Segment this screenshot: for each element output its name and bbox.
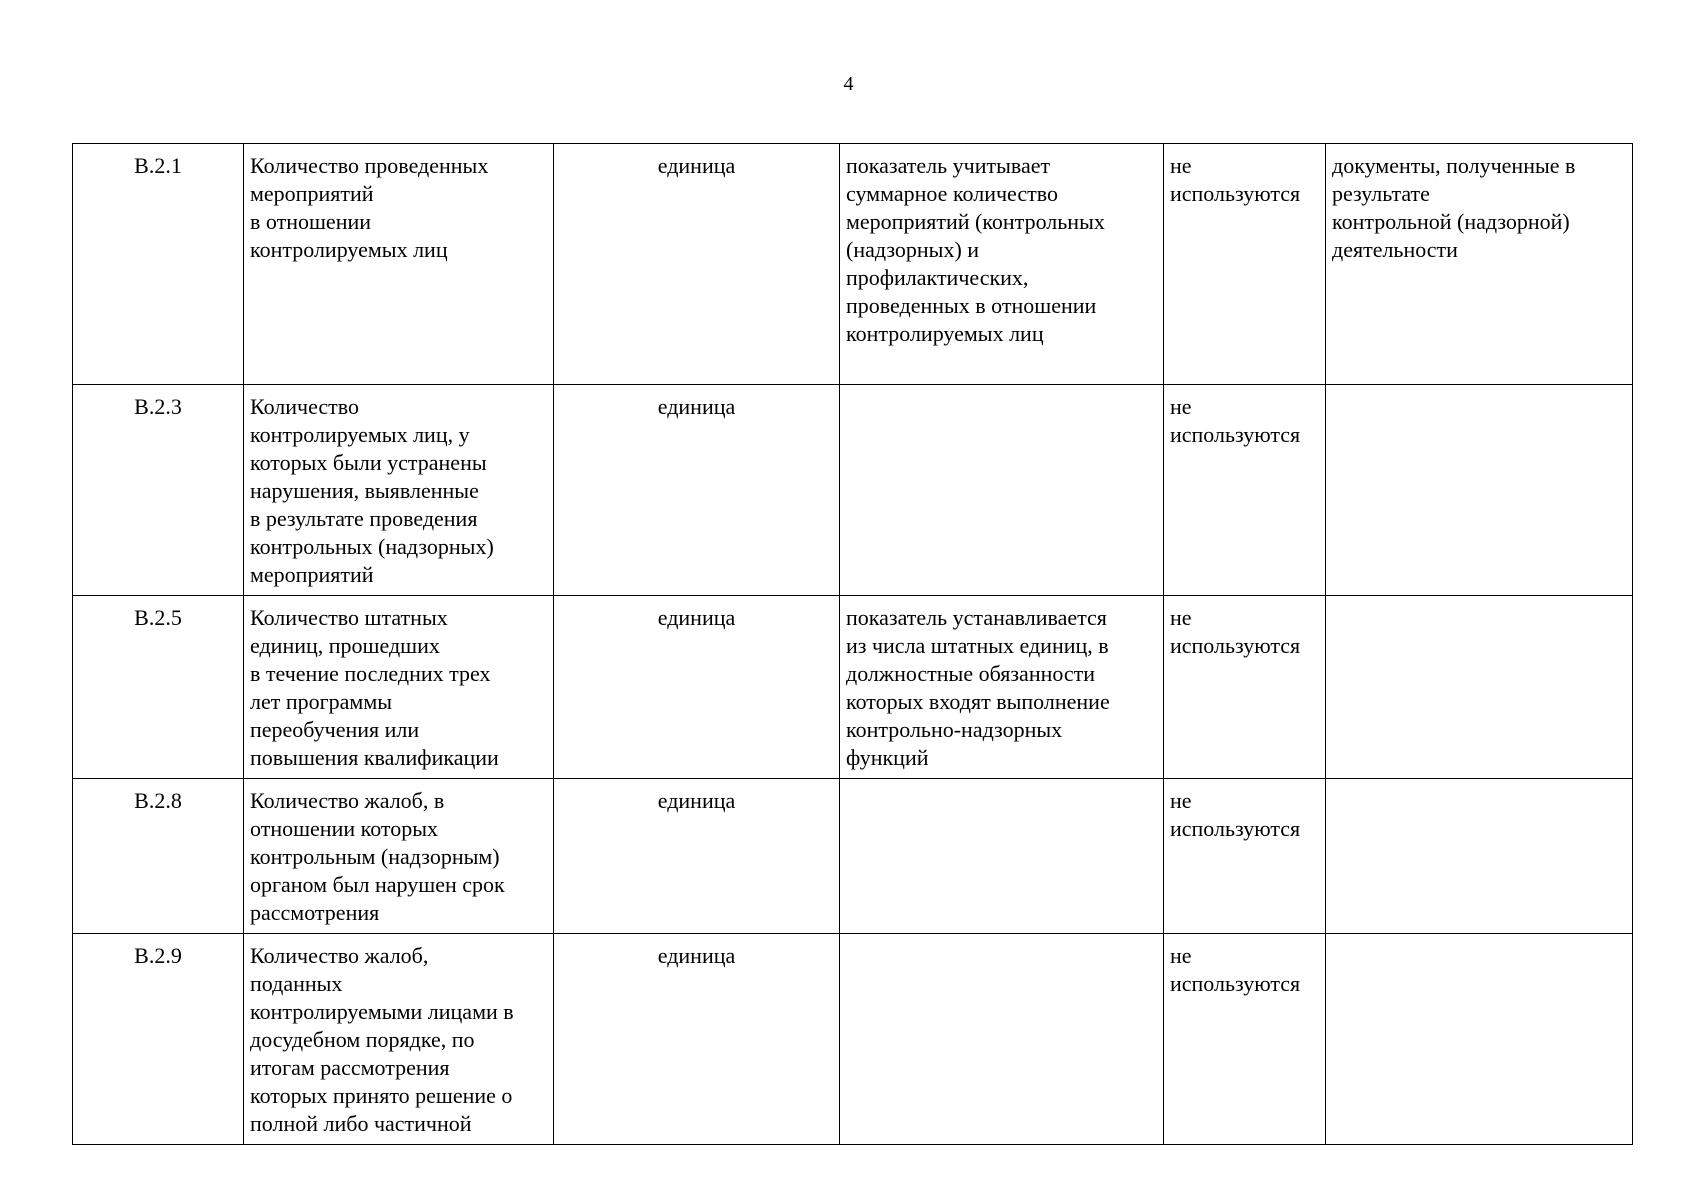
indicator-note: не используются [1164,596,1326,779]
indicator-code: В.2.5 [73,596,244,779]
indicator-unit: единица [554,596,840,779]
indicator-name: Количество штатных единиц, прошедших в течение последних трех лет программы переобучения или повышения квалификации [244,596,554,779]
indicator-description [840,385,1164,596]
indicator-name: Количество контролируемых лиц, у которых были устранены нарушения, выявленные в результате проведения контрольных (надзорных) мероприятий [244,385,554,596]
indicator-code: В.2.8 [73,779,244,934]
page-number: 4 [843,73,854,95]
indicator-description: показатель учитывает суммарное количество мероприятий (контрольных (надзорных) и профилактических, проведенных в отношении контролируемых лиц [840,144,1164,385]
table-row [73,385,1633,596]
indicator-code: В.2.3 [73,385,244,596]
indicator-unit: единица [554,934,840,1145]
indicator-note: не используются [1164,779,1326,934]
table-row [73,779,1633,934]
indicator-note: не используются [1164,144,1326,385]
indicator-name: Количество проведенных мероприятий в отношении контролируемых лиц [244,144,554,385]
indicator-name: Количество жалоб, поданных контролируемыми лицами в досудебном порядке, по итогам рассмотрения которых принято решение о полной либо частичной [244,934,554,1145]
indicator-description [840,779,1164,934]
table-row [73,596,1633,779]
table-row [73,144,1633,385]
indicator-source [1326,779,1633,934]
indicator-source [1326,596,1633,779]
indicator-note: не используются [1164,934,1326,1145]
indicator-unit: единица [554,779,840,934]
indicator-source [1326,934,1633,1145]
indicator-code: В.2.9 [73,934,244,1145]
indicator-source [1326,385,1633,596]
indicator-name: Количество жалоб, в отношении которых контрольным (надзорным) органом был нарушен срок рассмотрения [244,779,554,934]
indicator-unit: единица [554,144,840,385]
indicator-unit: единица [554,385,840,596]
indicator-code: В.2.1 [73,144,244,385]
indicators-table [72,143,1633,1145]
table-row [73,934,1633,1145]
indicator-source: документы, полученные в результате контрольной (надзорной) деятельности [1326,144,1633,385]
indicator-description [840,934,1164,1145]
indicator-note: не используются [1164,385,1326,596]
indicator-description: показатель устанавливается из числа штатных единиц, в должностные обязанности которых входят выполнение контрольно-надзорных функций [840,596,1164,779]
